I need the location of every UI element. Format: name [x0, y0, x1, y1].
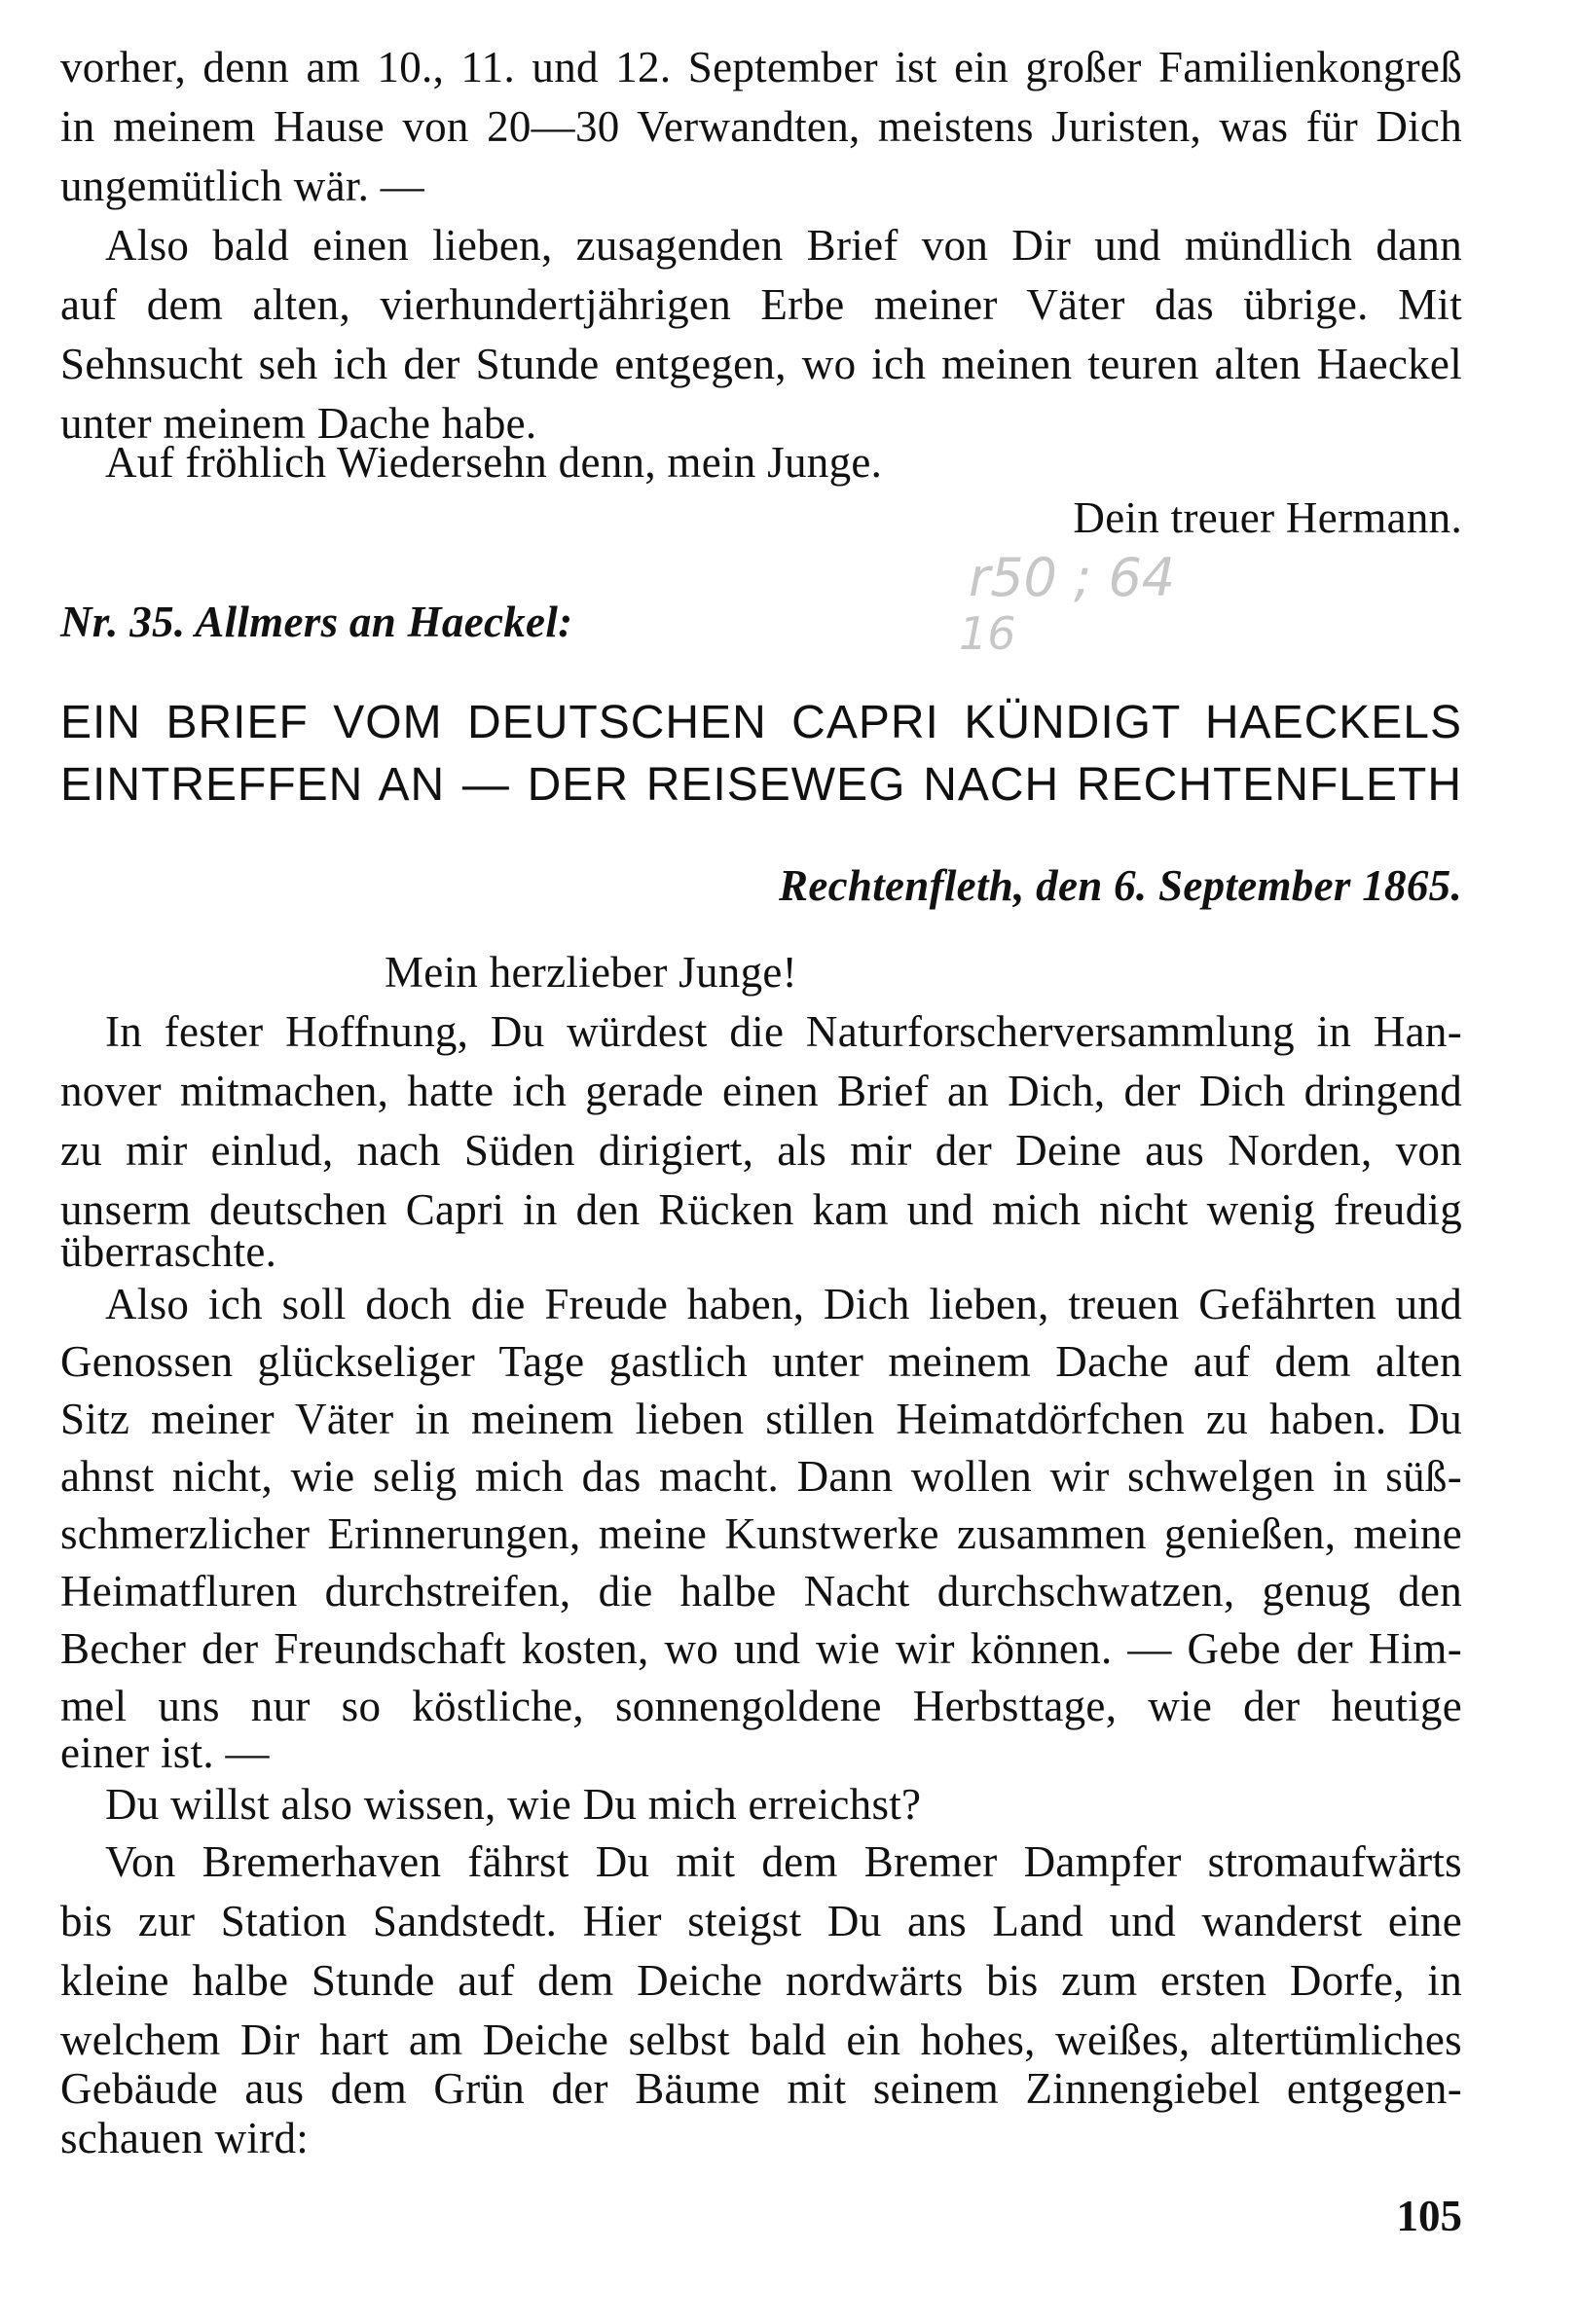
text-line: Sehnsucht seh ich der Stunde entgegen, wo ich meinen teuren alten Haeckel: [60, 340, 1462, 388]
text-line: vorher, denn am 10., 11. und 12. September ist ein großer Familienkongreß: [60, 43, 1462, 91]
text-line: Du willst also wissen, wie Du mich erreichst?: [105, 1780, 922, 1829]
text-line: ungemütlich wär. —: [60, 162, 425, 210]
text-line: bis zur Station Sandstedt. Hier steigst Du ans Land und wanderst eine: [60, 1897, 1462, 1945]
text-line: in meinem Hause von 20—30 Verwandten, meistens Juristen, was für Dich: [60, 102, 1462, 151]
salutation: Mein herzlieber Junge!: [385, 948, 797, 997]
text-line: Also ich soll doch die Freude haben, Dich lieben, treuen Gefährten und: [105, 1280, 1462, 1328]
text-line: unserm deutschen Capri in den Rücken kam und mich nicht wenig freudig: [60, 1185, 1462, 1234]
text-line: überraschte.: [60, 1227, 277, 1276]
text-line: Von Bremerhaven fährst Du mit dem Bremer Dampfer stromaufwärts: [105, 1837, 1462, 1886]
text-line: Gebäude aus dem Grün der Bäume mit seinem Zinnengiebel entgegen-: [60, 2064, 1462, 2113]
text-line: nover mitmachen, hatte ich gerade einen Brief an Dich, der Dich dringend: [60, 1067, 1462, 1115]
letter-heading: EIN BRIEF VOM DEUTSCHEN CAPRI KÜNDIGT HAECKELS: [60, 697, 1462, 748]
text-line: In fester Hoffnung, Du würdest die Naturforscherversammlung in Han-: [105, 1007, 1462, 1056]
page-number: 105: [1396, 2192, 1462, 2240]
text-line: Genossen glückseliger Tage gastlich unter meinem Dache auf dem alten: [60, 1337, 1462, 1386]
farewell-line: Auf fröhlich Wiedersehn denn, mein Junge.: [105, 438, 883, 487]
text-line: auf dem alten, vierhundertjährigen Erbe meiner Väter das übrige. Mit: [60, 280, 1462, 329]
text-line: zu mir einlud, nach Süden dirigiert, als mir der Deine aus Norden, von: [60, 1126, 1462, 1175]
text-line: schauen wird:: [60, 2114, 310, 2162]
pencil-note: 16: [959, 607, 1016, 660]
text-line: Also bald einen lieben, zusagenden Brief von Dir und mündlich dann: [105, 221, 1462, 270]
text-line: Becher der Freundschaft kosten, wo und wie wir können. — Gebe der Him-: [60, 1624, 1462, 1673]
signature: Dein treuer Hermann.: [1073, 493, 1462, 542]
text-line: schmerzlicher Erinnerungen, meine Kunstwerke zusammen genießen, meine: [60, 1509, 1462, 1558]
text-line: ahnst nicht, wie selig mich das macht. Dann wollen wir schwelgen in süß-: [60, 1452, 1462, 1501]
dateline: Rechtenfleth, den 6. September 1865.: [779, 861, 1462, 910]
text-line: Heimatfluren durchstreifen, die halbe Nacht durchschwatzen, genug den: [60, 1567, 1462, 1616]
text-line: mel uns nur so köstliche, sonnengoldene Herbsttage, wie der heutige: [60, 1682, 1462, 1730]
text-line: kleine halbe Stunde auf dem Deiche nordwärts bis zum ersten Dorfe, in: [60, 1956, 1462, 2005]
text-line: welchem Dir hart am Deiche selbst bald ein hohes, weißes, altertümliches: [60, 2015, 1462, 2064]
text-line: Sitz meiner Väter in meinem lieben stillen Heimatdörfchen zu haben. Du: [60, 1395, 1462, 1443]
letter-heading: EINTREFFEN AN — DER REISEWEG NACH RECHTENFLETH: [60, 759, 1462, 811]
text-line: einer ist. —: [60, 1728, 270, 1777]
pencil-note: r50 ; 64: [969, 547, 1176, 608]
letter-number: Nr. 35. Allmers an Haeckel:: [60, 598, 573, 646]
text-line: unter meinem Dache habe.: [60, 399, 537, 448]
